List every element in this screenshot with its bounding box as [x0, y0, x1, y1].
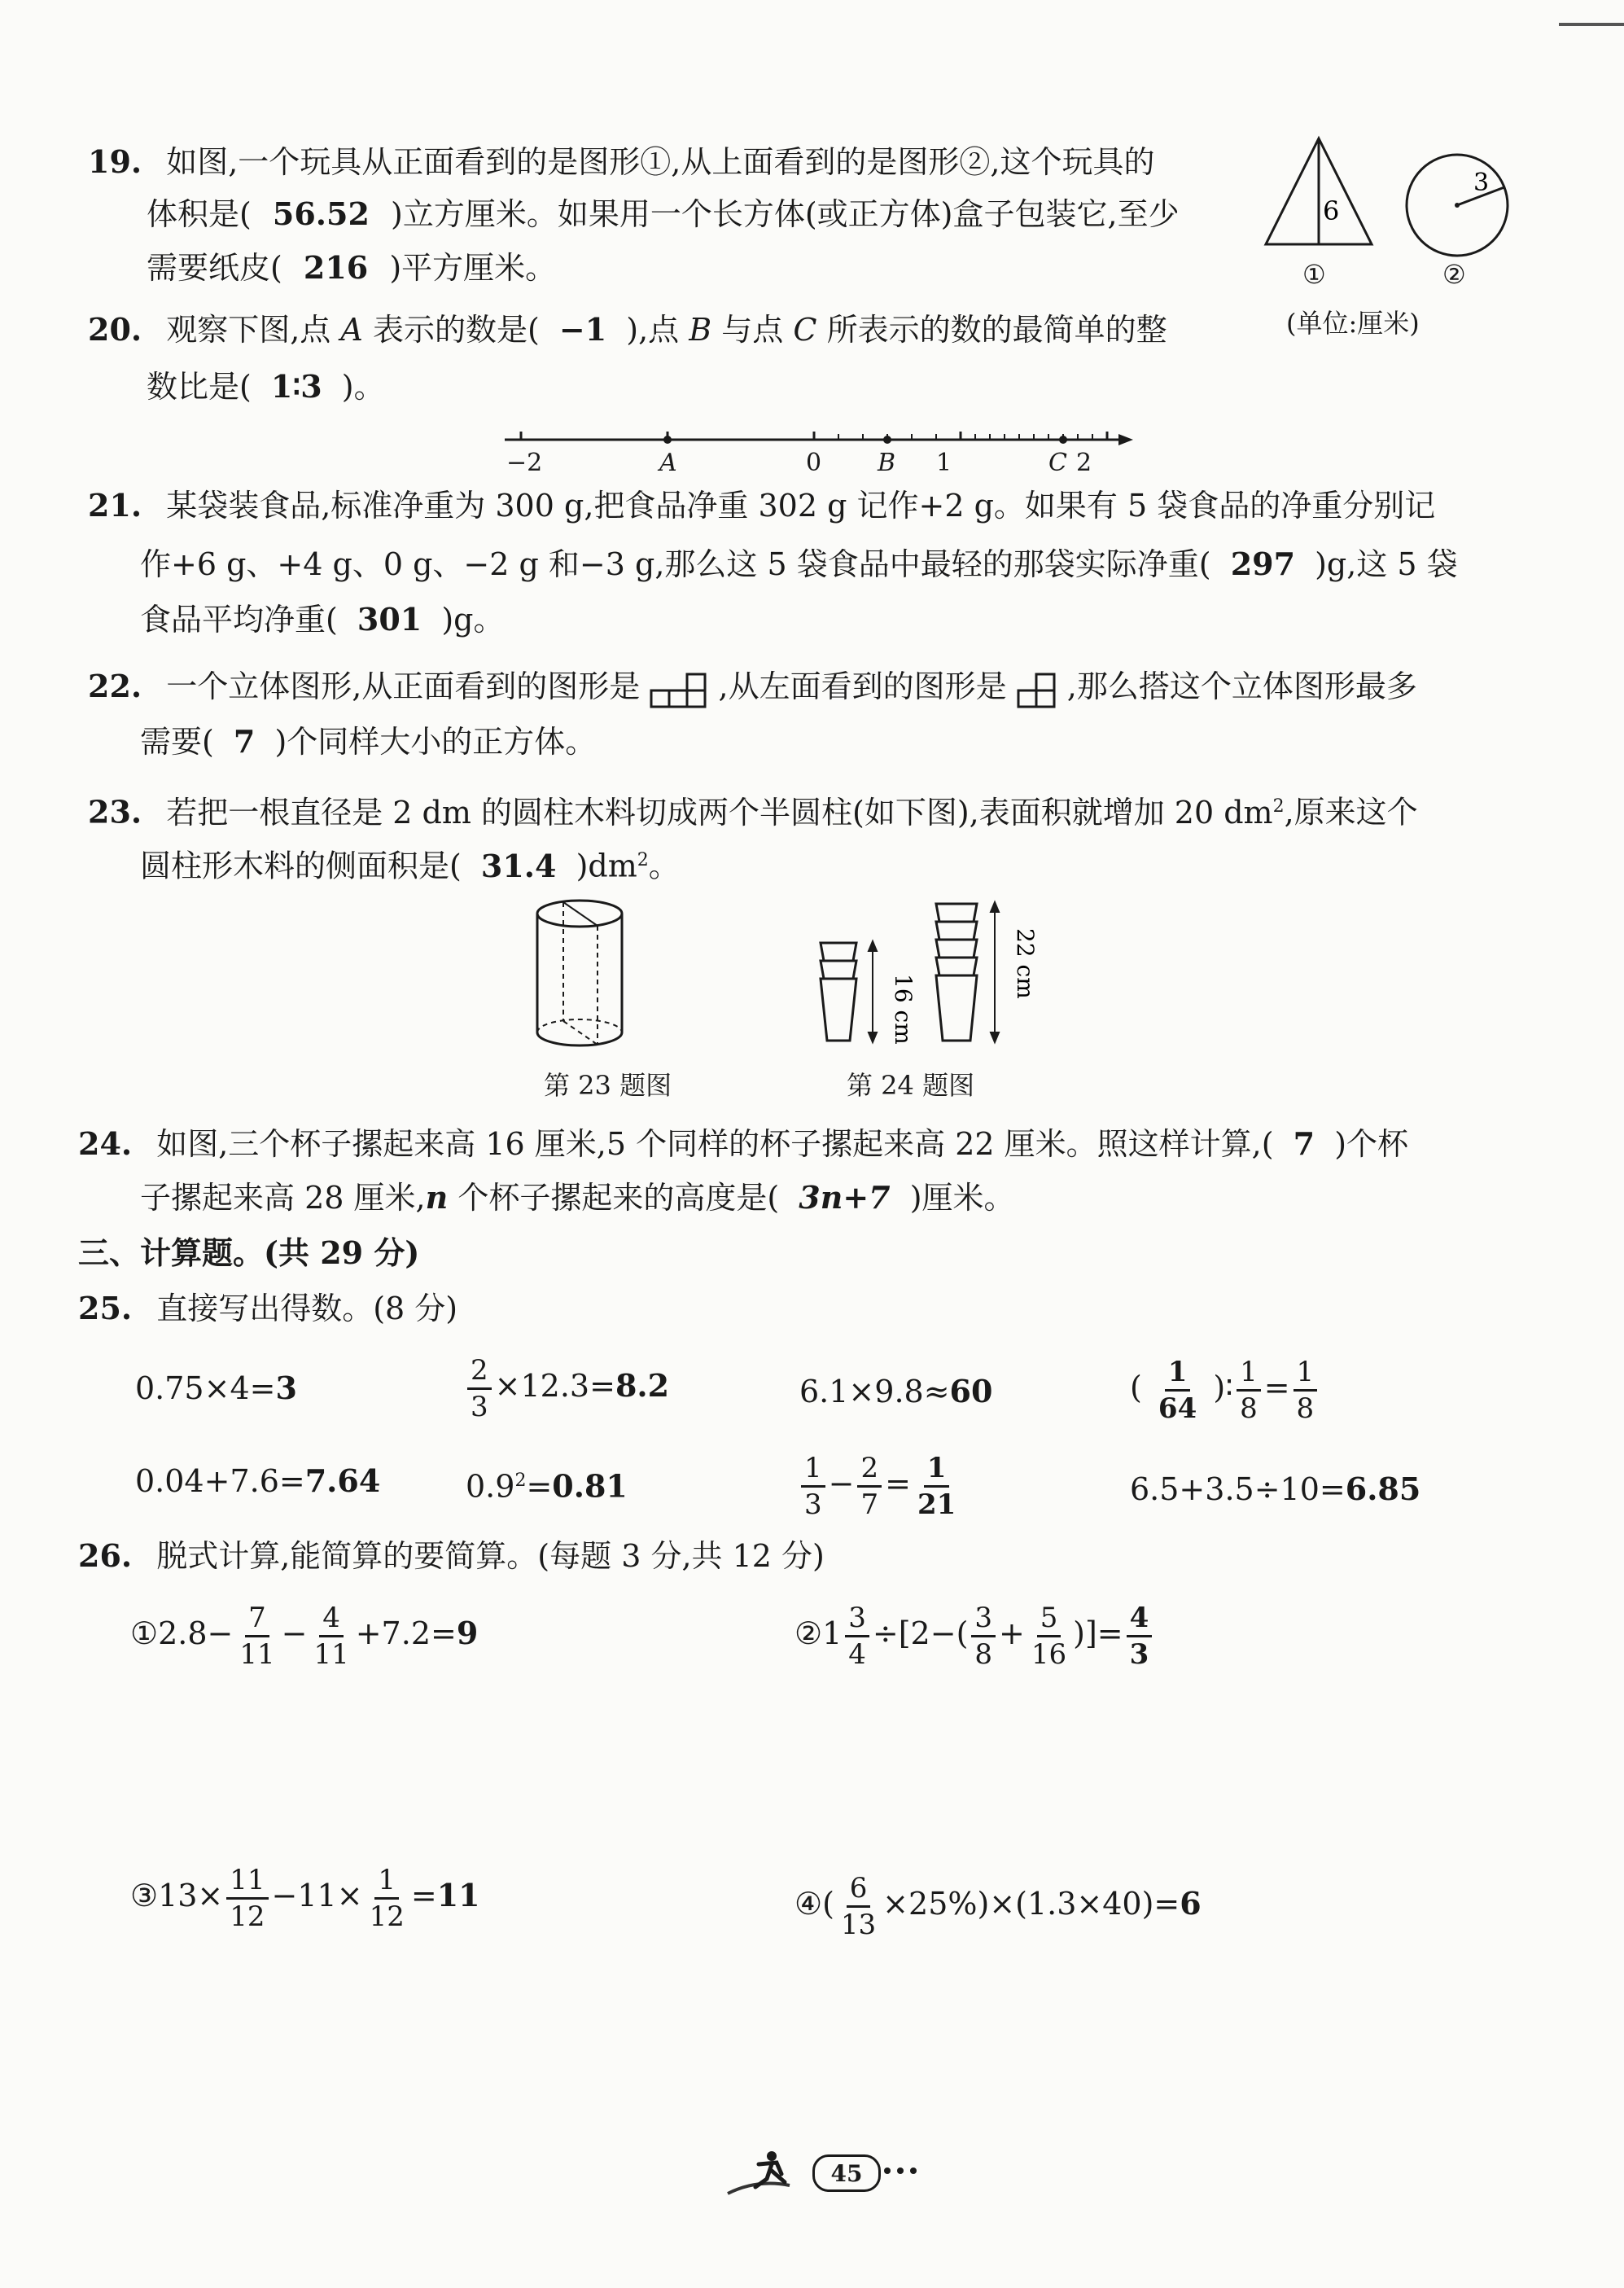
q26-problem4	[794, 1874, 1202, 1940]
q24-n-variable: n	[425, 1179, 449, 1216]
q25-result6: 0.81	[552, 1467, 628, 1505]
q25-result8: 6.85	[1345, 1471, 1421, 1507]
q23-text2a: 圆柱形木料的侧面积是(	[140, 848, 462, 884]
q26-p2-frac-b-den: 8	[974, 1638, 993, 1671]
nl-label-minus2: −2	[506, 449, 543, 477]
q24-text1b: )个杯	[1334, 1126, 1409, 1162]
q26-title: 脱式计算,能简算的要简算。(每题 3 分,共 12 分)	[156, 1538, 825, 1574]
q25-title: 直接写出得数。(8 分)	[156, 1291, 458, 1326]
q26-number: 26.	[78, 1537, 133, 1574]
q26-p2-frac-b-num: 3	[971, 1604, 996, 1637]
q21-line1	[88, 487, 1435, 524]
q25-number: 25.	[78, 1290, 133, 1326]
q19-number: 19.	[88, 143, 142, 180]
q24-text2a: 子摞起来高 28 厘米,	[140, 1180, 426, 1216]
q25-item4	[1130, 1358, 1320, 1423]
q26-p3-frac-a	[226, 1866, 268, 1931]
q25-item7	[798, 1454, 962, 1519]
q19-figure1-label: ①	[1302, 259, 1326, 290]
q19-text2b: )立方厘米。如果用一个长方体(或正方体)盒子包装它,至少	[391, 196, 1180, 232]
q25-frac4a	[1155, 1356, 1200, 1425]
q25-result7-den: 21	[917, 1488, 956, 1521]
q19-text3a: 需要纸皮(	[147, 250, 282, 286]
q23-line1	[88, 788, 1418, 831]
q20-text1c: ),点	[626, 312, 680, 348]
q22-text1b: ,从左面看到的图形是	[718, 668, 1007, 704]
q25-result2: 8.2	[615, 1367, 670, 1404]
q26-problem2	[794, 1604, 1155, 1669]
q24-answer2: 3n+7	[799, 1179, 891, 1216]
q25-frac7a	[801, 1454, 825, 1519]
q20-text2a: 数比是(	[147, 369, 252, 405]
q24-text1a: 如图,三个杯子摞起来高 16 厘米,5 个同样的杯子摞起来高 22 厘米。照这样计算,(	[156, 1126, 1274, 1162]
q26-problem1	[130, 1604, 478, 1669]
q21-number: 21.	[88, 487, 142, 524]
q25-expr7-minus: −	[828, 1466, 855, 1501]
q26-p2-frac-a-den: 4	[848, 1638, 866, 1671]
q21-text2a: 作+6 g、+4 g、0 g、−2 g 和−3 g,那么这 5 袋食品中最轻的那袋实际净重(	[140, 546, 1211, 582]
q26-p2-part-c: )]=	[1073, 1615, 1123, 1651]
q22-number: 22.	[88, 668, 142, 704]
q20-text1e: 所表示的数的最简单的整	[826, 312, 1167, 348]
q25-frac4b-num: 1	[1237, 1358, 1261, 1392]
q25-expr6-eq: =	[526, 1468, 553, 1505]
q26-p1-result: 9	[456, 1615, 479, 1651]
page-number-badge	[812, 2154, 881, 2192]
q25-expr7-eq: =	[885, 1466, 911, 1501]
nl-label-b: B	[878, 449, 896, 477]
q26-p4-frac-a-num: 6	[847, 1874, 871, 1908]
q25-expr4-eq: =	[1263, 1370, 1290, 1405]
q19-line1	[88, 143, 1154, 181]
q26-p2-part-a: ②1	[794, 1615, 843, 1651]
q24-line1	[78, 1125, 1408, 1163]
q20-number-line	[497, 414, 1140, 479]
q19-figure2-label: ②	[1442, 259, 1466, 290]
q25-item8	[1130, 1471, 1420, 1508]
q25-frac4c	[1294, 1356, 1318, 1425]
q21-text3a: 食品平均净重(	[140, 602, 338, 638]
q26-p3-frac-b	[366, 1866, 408, 1931]
q22-text1a: 一个立体图形,从正面看到的图形是	[166, 668, 641, 704]
q25-result3: 60	[949, 1373, 993, 1409]
q26-p2-result	[1127, 1602, 1153, 1671]
q25-result1: 3	[275, 1370, 297, 1406]
q24-figure-caption: 第 24 题图	[847, 1070, 975, 1101]
q19-line3	[147, 249, 556, 287]
q20-line2	[147, 368, 385, 405]
q19-line2	[147, 195, 1180, 233]
q26-p4-frac-a	[838, 1874, 879, 1939]
q25-frac4a-num: 1	[1165, 1358, 1191, 1392]
q24-answer1: 7	[1293, 1125, 1315, 1162]
q20-number: 20.	[88, 311, 142, 348]
q25-result7	[914, 1454, 959, 1519]
q23-sup1: 2	[1272, 796, 1285, 817]
q25-item3	[799, 1373, 992, 1410]
q25-expr3: 6.1×9.8≈	[799, 1374, 950, 1409]
q26-p3-part-a: ③13×	[130, 1878, 224, 1913]
q25-frac7b-den: 7	[860, 1488, 879, 1521]
q21-text3b: )g。	[441, 602, 505, 638]
page-dots	[884, 2167, 917, 2174]
q26-p2-frac-c-den: 16	[1031, 1638, 1067, 1671]
q25-expr6-base: 0.9	[466, 1468, 515, 1505]
q20-text2b: )。	[341, 369, 385, 405]
q26-p2-frac-c-num: 5	[1037, 1604, 1062, 1637]
q26-p1-part-a: ①2.8−	[130, 1615, 234, 1651]
q19-answer2: 216	[303, 249, 369, 286]
q26-p4-part-b: ×25%)×(1.3×40)=	[882, 1886, 1180, 1922]
q23-text2b: )dm	[576, 848, 637, 884]
q25-item1	[135, 1370, 297, 1407]
q20-answer2: 1∶3	[270, 368, 322, 405]
q26-p4-frac-a-den: 13	[840, 1909, 877, 1941]
q22-line2	[140, 723, 596, 760]
nl-label-c: C	[1048, 449, 1067, 477]
q25-frac4c-den: 8	[1296, 1392, 1315, 1425]
q22-text2b: )个同样大小的正方体。	[274, 724, 597, 760]
q25-expr6-exp: 2	[514, 1471, 527, 1491]
q22-front-view-figure	[650, 671, 708, 708]
q26-p1-part-b: +7.2=	[355, 1615, 457, 1651]
q26-p2-frac-c	[1028, 1602, 1070, 1671]
q20-point-a: A	[340, 312, 363, 348]
q23-text1a: 若把一根直径是 2 dm 的圆柱木料切成两个半圆柱(如下图),表面积就增加 20 dm	[166, 794, 1273, 831]
q26-p3-frac-b-num: 1	[374, 1866, 399, 1900]
q25-title-line	[78, 1290, 457, 1327]
q25-expr2: ×12.3=	[494, 1368, 615, 1404]
q19-text1: 如图,一个玩具从正面看到的是图形①,从上面看到的是图形②,这个玩具的	[166, 144, 1155, 180]
q26-p3-frac-b-den: 12	[369, 1900, 405, 1933]
q26-p2-plus: +	[999, 1615, 1025, 1651]
q20-line1	[88, 311, 1167, 348]
q25-expr8: 6.5+3.5÷10=	[1130, 1471, 1346, 1507]
q20-text1b: 表示的数是(	[372, 312, 540, 348]
q25-frac2	[467, 1354, 492, 1423]
q20-point-b: B	[689, 312, 712, 348]
q26-p4-result: 6	[1180, 1885, 1202, 1922]
q25-item5	[135, 1462, 380, 1500]
q26-p3-eq: =	[410, 1878, 437, 1913]
q21-text2b: )g,这 5 袋	[1315, 546, 1458, 582]
q20-answer1: −1	[558, 311, 607, 348]
q21-answer2: 301	[357, 601, 422, 638]
q26-p1-frac-a-den: 11	[239, 1638, 275, 1671]
q26-p2-frac-a-num: 3	[845, 1604, 869, 1637]
q25-expr4-ratio: )∶	[1213, 1370, 1234, 1405]
q23-sup2: 2	[637, 850, 649, 870]
q24-height-22-label: 22 cm	[1012, 928, 1039, 999]
page-number: 45	[830, 2159, 863, 2187]
q20-text1a: 观察下图,点	[166, 312, 331, 348]
q25-item2	[464, 1354, 670, 1423]
nl-label-a: A	[659, 449, 677, 477]
q23-text2c: 。	[648, 848, 680, 884]
q25-item6	[466, 1462, 628, 1506]
q19-unit-label: (单位:厘米)	[1286, 308, 1420, 339]
q26-p3-result: 11	[436, 1877, 480, 1913]
q21-text1: 某袋装食品,标准净重为 300 g,把食品净重 302 g 记作+2 g。如果有 5 袋食品的净重分别记	[166, 488, 1436, 524]
q19-triangle-height-label: 6	[1323, 195, 1340, 226]
q24-height-16-label: 16 cm	[890, 974, 917, 1045]
q26-title-line	[78, 1537, 825, 1575]
q26-p3-frac-a-den: 12	[230, 1900, 265, 1933]
q20-text1d: 与点	[721, 312, 784, 348]
q24-text2b: 个杯子摞起来的高度是(	[457, 1180, 780, 1216]
nl-label-2: 2	[1076, 449, 1092, 477]
q24-text2c: )厘米。	[909, 1180, 1015, 1216]
q26-p1-frac-a-num: 7	[245, 1604, 269, 1637]
q23-line2	[140, 842, 680, 885]
q22-answer1: 7	[233, 723, 256, 760]
q24-number: 24.	[78, 1125, 133, 1162]
q24-line2	[140, 1179, 1015, 1216]
q26-p2-result-num: 4	[1127, 1604, 1153, 1637]
q24-cups-figure	[814, 896, 1042, 1059]
q25-frac7b	[857, 1454, 882, 1519]
q22-text1c: ,那么搭这个立体图形最多	[1066, 668, 1417, 704]
q21-line2	[140, 546, 1458, 583]
q25-result5: 7.64	[304, 1462, 381, 1499]
q23-answer1: 31.4	[480, 847, 557, 884]
q25-expr5: 0.04+7.6=	[135, 1463, 305, 1499]
q26-p2-frac-b	[971, 1602, 996, 1671]
nl-label-0: 0	[806, 449, 822, 477]
q19-circle-figure	[1400, 148, 1514, 262]
q26-p2-result-den: 3	[1129, 1638, 1149, 1671]
q26-problem3	[130, 1866, 480, 1931]
q26-p2-frac-a	[845, 1602, 869, 1671]
q23-text1b: ,原来这个	[1284, 794, 1418, 831]
q20-point-c: C	[793, 312, 817, 348]
q26-p1-frac-b	[310, 1602, 352, 1671]
q25-expr4-lparen: (	[1130, 1370, 1142, 1405]
q25-frac4c-num: 1	[1294, 1358, 1318, 1392]
q26-p1-frac-b-den: 11	[313, 1638, 349, 1671]
q25-frac7a-num: 1	[801, 1454, 825, 1488]
q25-frac2-den: 3	[471, 1391, 488, 1423]
q22-line1	[88, 668, 1417, 708]
section3-heading: 三、计算题。(共 29 分)	[78, 1234, 420, 1271]
q26-p1-frac-a	[236, 1602, 278, 1671]
q19-text3b: )平方厘米。	[389, 250, 557, 286]
runner-logo-icon	[724, 2146, 814, 2198]
q25-frac4a-den: 64	[1158, 1392, 1197, 1425]
q25-frac7a-den: 3	[804, 1488, 822, 1521]
q21-answer1: 297	[1230, 546, 1296, 582]
nl-label-1: 1	[936, 449, 952, 477]
q19-answer1: 56.52	[272, 195, 370, 232]
q19-triangle-figure	[1258, 130, 1380, 252]
q26-p4-part-a: ④(	[794, 1886, 834, 1922]
q25-frac4b-den: 8	[1240, 1392, 1258, 1425]
q19-text2a: 体积是(	[147, 196, 252, 232]
q26-p3-frac-a-num: 11	[226, 1866, 268, 1900]
q26-p1-frac-b-num: 4	[319, 1604, 344, 1637]
q19-circle-radius-label: 3	[1473, 169, 1490, 197]
q21-line3	[140, 601, 505, 638]
q25-frac4b	[1237, 1356, 1261, 1425]
q25-expr1: 0.75×4=	[135, 1370, 276, 1406]
q23-number: 23.	[88, 793, 142, 831]
corner-mark	[1559, 23, 1624, 26]
q23-cylinder-figure	[531, 896, 628, 1050]
q25-frac2-num: 2	[467, 1357, 492, 1390]
q26-p1-minus: −	[281, 1615, 308, 1651]
q22-left-view-figure	[1017, 671, 1057, 708]
q22-text2a: 需要(	[140, 724, 214, 760]
q25-result7-num: 1	[924, 1454, 950, 1488]
q26-p3-minus: −11×	[271, 1878, 363, 1913]
q26-p2-part-b: ÷[2−(	[872, 1615, 969, 1651]
q23-figure-caption: 第 23 题图	[544, 1070, 672, 1101]
q25-frac7b-num: 2	[857, 1454, 882, 1488]
